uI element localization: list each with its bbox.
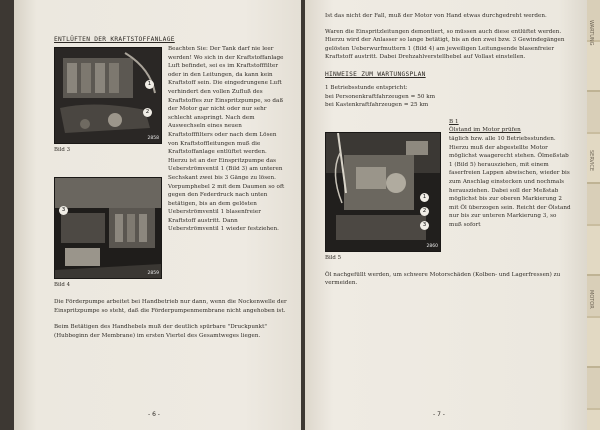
right-heading: HINWEISE ZUM WARTUNGSPLAN [325, 70, 426, 78]
left-figure-row [54, 47, 287, 288]
left-heading: ENTLÜFTEN DER KRAFTSTOFFANLAGE [54, 36, 175, 43]
engine-photo-graphic [326, 133, 440, 251]
figure-column [325, 132, 441, 261]
section-title: Ölstand im Motor prüfen [449, 127, 521, 134]
page-edge-tabs [587, 0, 600, 430]
callout-1: 1 [420, 193, 429, 202]
photo-number-tag: 2858 [147, 136, 159, 141]
engine-photo-graphic [55, 178, 161, 278]
right-paragraph-2: Waren die Einspritzleitungen demontiert, so müssen auch diese entlüftet werden. Hierzu wird der Anlasser so lange betätigt, bis an den zwei bzw. 3 Gewindegängen gelösten Ueberwurfmuttern 1 (Bild 4) am jeweiligen Leitungsende blasenfreier Kraftstoff austritt. Dabei Drehzahlverstellhebel auf Vollast einstellen. [325, 28, 565, 61]
right-figure-row [325, 118, 577, 261]
figure-column [54, 47, 162, 288]
engine-photo-bild-5 [325, 132, 441, 252]
figure-caption-bild-3: Bild 3 [54, 147, 71, 153]
callout-2: 2 [143, 108, 152, 117]
left-paragraph-bottom-2: Beim Betätigen des Handhebels muß der deutlich spürbare "Druckpunkt" (Hubbeginn der Membrane) im ersten Viertel des Gesamtweges liegen. [54, 324, 268, 339]
right-paragraph-bottom: Öl nachgefüllt werden, um schwere Motorschäden (Kolben- und Lagerfressen) zu vermeiden. [325, 271, 561, 287]
service-note-2: bei Personenkraftfahrzeugen = 50 km [325, 93, 436, 100]
service-note-3: bei Kastenkraftfahrzeugen = 25 km [325, 102, 429, 109]
section-number: B 1 [449, 118, 459, 125]
engine-photo-bild-3 [54, 47, 162, 144]
right-page [305, 0, 587, 430]
edge-tab-label: MOTOR [588, 290, 594, 309]
figure-caption-bild-5: Bild 5 [325, 254, 342, 261]
edge-tab-label: WARTUNG [588, 20, 594, 46]
right-page-number: - 7 - [433, 411, 445, 418]
oil-check-section [449, 118, 571, 261]
left-page [14, 0, 301, 430]
figure-caption-bild-4: Bild 4 [54, 282, 71, 288]
service-note-1: 1 Betriebsstunde entspricht: [325, 84, 408, 91]
photo-number-tag: 2859 [147, 271, 159, 276]
engine-photo-bild-4 [54, 177, 162, 279]
callout-3: 3 [59, 206, 68, 215]
callout-3: 3 [420, 221, 429, 230]
callout-2: 2 [420, 207, 429, 216]
photo-number-tag: 2860 [426, 243, 438, 249]
callout-1: 1 [145, 80, 154, 89]
left-column-text: Beachten Sie: Der Tank darf nie leer werden! Wo sich in der Kraftstoffanlage Luft befindet, sei es im Kraftstofffilter oder in den Leitungen, da kann kein Kraftstoff sein. Die eingedrungene Luft verhindert den vollen Zufluß des Kraftstoffes zur Einspritzpumpe, so daß der Motor gar nicht oder nur sehr schlecht anspringt. Nach dem Auswechseln eines neuen Kraftstofffilters oder nach dem Lösen von Kraftstoffleitungen muß die Kraftstoffanlage entlüftet werden. Hierzu ist an der Einspritzpumpe das Ueberströmventil 1 (Bild 3) am unteren Sechskant zwei bis 3 Gänge zu lösen. Vorpumphebel 2 mit dem Daumen so oft gegen den Federdruck nach unten betätigen, bis an dem gelösten Ueberströmventil 1 blasenfreier Kraftstoff austritt. Dann Ueberströmventil 1 wieder festziehen. [168, 46, 285, 233]
right-paragraph-1: Ist das nicht der Fall, muß der Motor von Hand etwas durchgedreht werden. [325, 13, 547, 19]
engine-photo-graphic [55, 48, 161, 143]
right-column-text: täglich bzw. alle 10 Betriebsstunden. Hierzu muß der abgestellte Motor möglichst waagerecht stehen. Ölmeßstab 1 (Bild 5) herausziehen, mit einem faserfreien Lappen abwischen, wieder bis zum Anschlag einstecken und nochmals herausziehen. Dabei soll der Meßstab möglichst bis zur oberen Markierung 2 mit Öl überzogen sein. Reicht der Ölstand nur bis zur unteren Markierung 3, so muß sofort [449, 135, 571, 228]
edge-tab-label: SERVICE [588, 150, 594, 172]
left-paragraph-bottom-1: Die Förderpumpe arbeitet bei Handbetrieb nur dann, wenn die Nockenwelle der Einspritzpumpe so steht, daß die Förderpumpenmembrane nicht angehoben ist. [54, 299, 287, 314]
left-page-number: - 6 - [148, 411, 160, 418]
